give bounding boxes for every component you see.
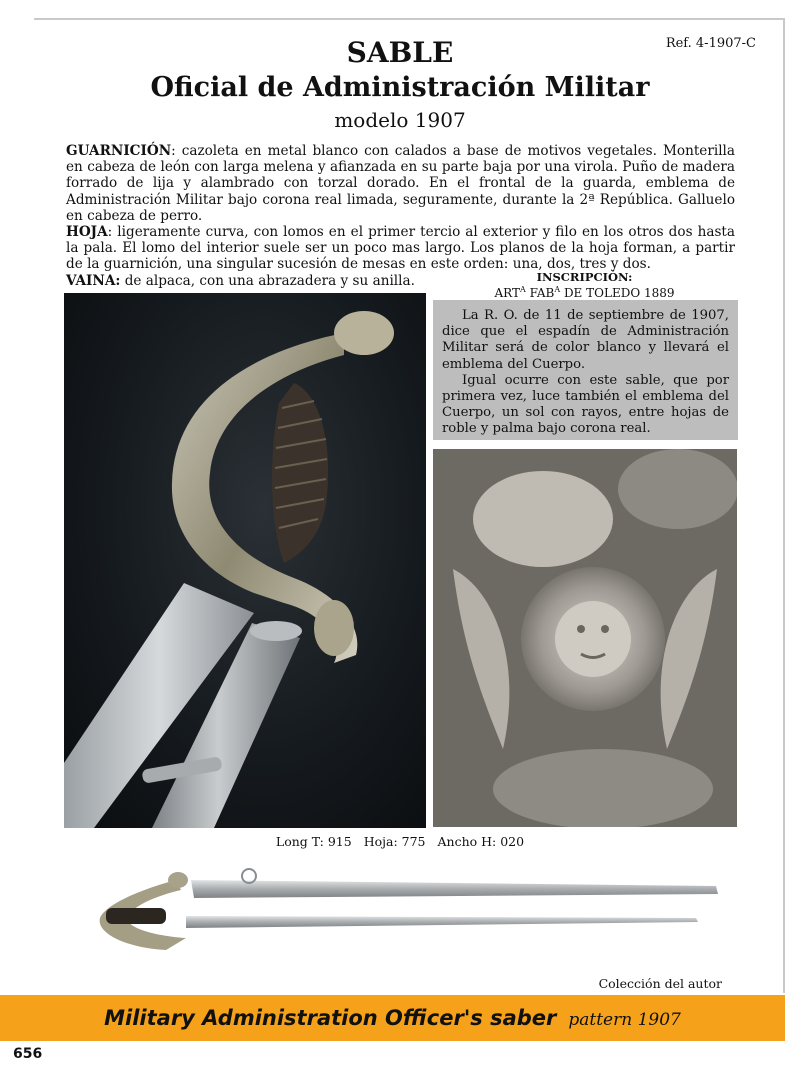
hoja-text: : ligeramente curva, con lomos en el primer tercio al exterior y filo en los otros dos hasta la pala. El lomo del interior suele ser un poco mas largo. Los planos de la hoja forman, a partir de la guarnición, una singular sucesión de mesas en este orden: una, dos, tres y dos. xyxy=(66,224,735,273)
note-paragraph-1: La R. O. de 11 de septiembre de 1907, dice que el espadín de Administración Militar será de color blanco y llevará el emblema del Cuerpo. xyxy=(442,308,729,372)
inscription-part-a: ART xyxy=(494,286,520,300)
hoja-label: HOJA xyxy=(66,224,108,241)
guarnicion-paragraph xyxy=(66,143,735,224)
inscription-part-b: FAB xyxy=(525,286,555,300)
reference-code: Ref. 4-1907-C xyxy=(665,36,756,51)
inscription-part-c: DE TOLEDO 1889 xyxy=(560,286,675,300)
emblem-illustration xyxy=(433,449,737,827)
grip-shape xyxy=(272,383,328,563)
hoja-paragraph xyxy=(66,224,735,273)
note-box xyxy=(433,300,738,440)
emblem-detail-photo xyxy=(433,449,737,827)
english-title: Military Administration Officer's saber xyxy=(104,1006,557,1030)
english-title-banner xyxy=(0,995,785,1041)
saber-hilt-photo xyxy=(64,293,426,828)
scabbard-throat xyxy=(250,621,302,641)
total-length: Long T: 915 xyxy=(275,834,352,849)
english-pattern: pattern 1907 xyxy=(568,1010,681,1030)
ornament-top-right xyxy=(618,449,737,529)
collection-credit: Colección del autor xyxy=(598,976,722,991)
sun-eye-right xyxy=(601,625,609,633)
inscription-label: INSCRIPCIÓN: xyxy=(536,270,633,284)
saber-hilt-illustration xyxy=(64,293,426,828)
blade-width: Ancho H: 020 xyxy=(437,834,525,849)
blade-length: Hoja: 775 xyxy=(363,834,426,849)
page-number: 656 xyxy=(13,1046,43,1062)
description-block xyxy=(66,143,735,289)
sun-face xyxy=(555,601,631,677)
vaina-label: VAINA: xyxy=(66,272,121,289)
full-blade xyxy=(186,916,698,928)
full-grip xyxy=(106,908,166,924)
inscription-text xyxy=(432,285,737,300)
dog-quillon xyxy=(314,600,354,656)
page-subtitle: Oficial de Administración Militar xyxy=(150,72,650,103)
model-year: modelo 1907 xyxy=(334,108,466,132)
vaina-text: de alpaca, con una abrazadera y su anilla. xyxy=(120,272,415,289)
full-scabbard xyxy=(191,880,718,898)
full-pommel xyxy=(168,872,188,888)
sun-eye-left xyxy=(577,625,585,633)
emblem-base xyxy=(493,749,713,827)
guarnicion-label: GUARNICIÓN xyxy=(66,143,172,159)
inscription-sup-b: A xyxy=(554,285,561,294)
note-paragraph-2: Igual ocurre con este sable, que por primera vez, luce también el emblema del Cuerpo, un sol con rayos, entre hojas de roble y palma bajo corona real. xyxy=(442,372,729,437)
full-saber-illustration xyxy=(86,858,726,968)
full-saber-photo xyxy=(86,858,726,968)
guarnicion-text: : cazoleta en metal blanco con calados a base de motivos vegetales. Monterilla en cabeza de león con larga melena y afianzada en su parte baja por una virola. Puño de madera forrado de lija y alambrado con torzal dorado. En el frontal de la guarda, emblema de Administración Militar bajo corona real limada, seguramente, durante la 2ª República. Galluelo en cabeza de perro. xyxy=(66,143,735,224)
measurements xyxy=(0,834,800,849)
crown-orb xyxy=(473,471,613,567)
page-title: SABLE xyxy=(346,36,454,69)
inscription-sup-a: A xyxy=(519,285,526,294)
lion-pommel xyxy=(334,311,394,355)
